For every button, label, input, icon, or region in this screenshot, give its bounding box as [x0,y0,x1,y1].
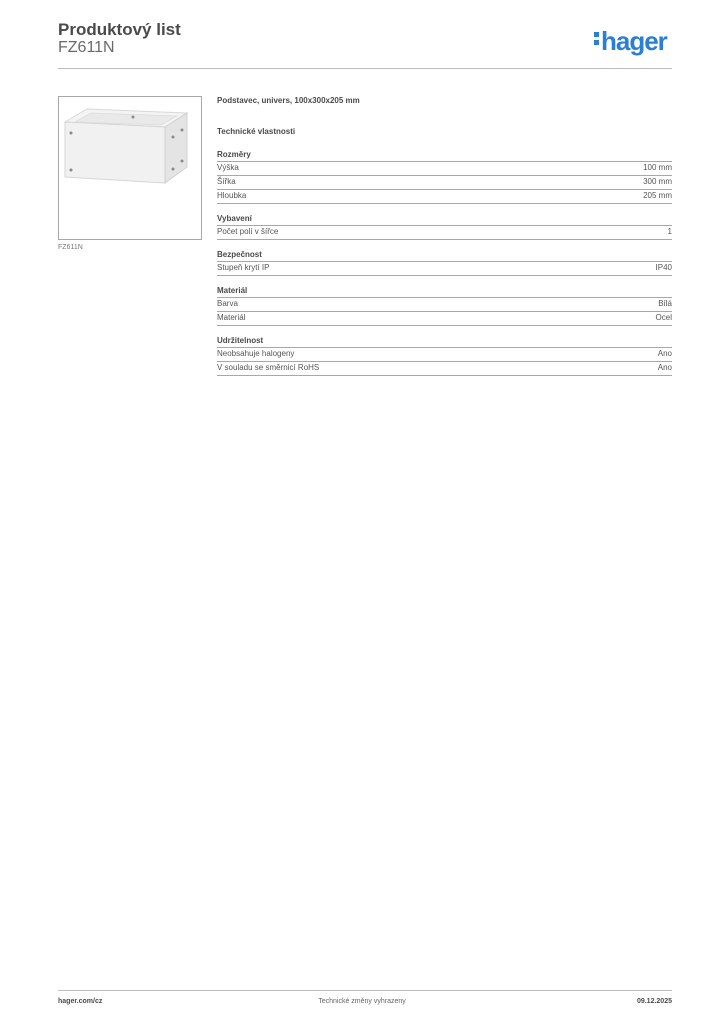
section-title: Rozměry [217,150,672,162]
spec-value: Bílá [658,299,672,308]
spec-label: Výška [217,163,239,172]
tech-heading: Technické vlastnosti [217,127,296,136]
spec-row [217,362,672,376]
spec-row [217,226,672,240]
spec-value: Ocel [655,313,672,322]
section-dimensions [217,150,672,204]
spec-value: 205 mm [643,191,672,200]
spec-value: Ano [657,363,672,372]
section-title: Udržitelnost [217,336,672,348]
spec-label: Neobsahuje halogeny [217,349,295,358]
spec-row [217,298,672,312]
product-description: Podstavec, univers, 100x300x205 mm [217,96,360,105]
spec-row [217,312,672,326]
spec-label: Materiál [217,313,246,322]
section-equipment [217,214,672,240]
section-title: Bezpečnost [217,250,672,262]
section-material [217,286,672,326]
spec-value: 100 mm [643,163,672,172]
spec-content [217,96,672,386]
base-box-illustration [59,97,201,239]
header-divider [58,68,672,69]
product-image [58,96,202,240]
hager-logo [594,26,667,57]
spec-value: 1 [667,227,672,236]
spec-label: V souladu se směrnicí RoHS [217,363,320,372]
spec-row [217,262,672,276]
spec-row [217,162,672,176]
footer-date: 09.12.2025 [636,998,672,1005]
section-safety [217,250,672,276]
footer-website-link[interactable]: hager.com/cz [58,998,103,1005]
section-title: Materiál [217,286,672,298]
spec-row [217,190,672,204]
spec-label: Šířka [217,177,236,186]
section-title: Vybavení [217,214,672,226]
spec-row [217,176,672,190]
page-title: Produktový list [58,20,181,39]
logo-text: hager [601,26,667,56]
spec-label: Počet polí v šířce [217,227,279,236]
product-code: FZ611N [58,39,115,56]
image-caption: FZ611N [58,244,83,251]
spec-label: Stupeň krytí IP [217,263,270,272]
spec-value: 300 mm [643,177,672,186]
footer-note: Technické změny vyhrazeny [318,998,406,1005]
spec-label: Barva [217,299,238,308]
logo-dots-icon [594,32,600,48]
spec-value: Ano [657,349,672,358]
spec-value: IP40 [655,263,672,272]
section-sustainability [217,336,672,376]
spec-row [217,348,672,362]
footer-divider [58,990,672,991]
spec-label: Hloubka [217,191,247,200]
